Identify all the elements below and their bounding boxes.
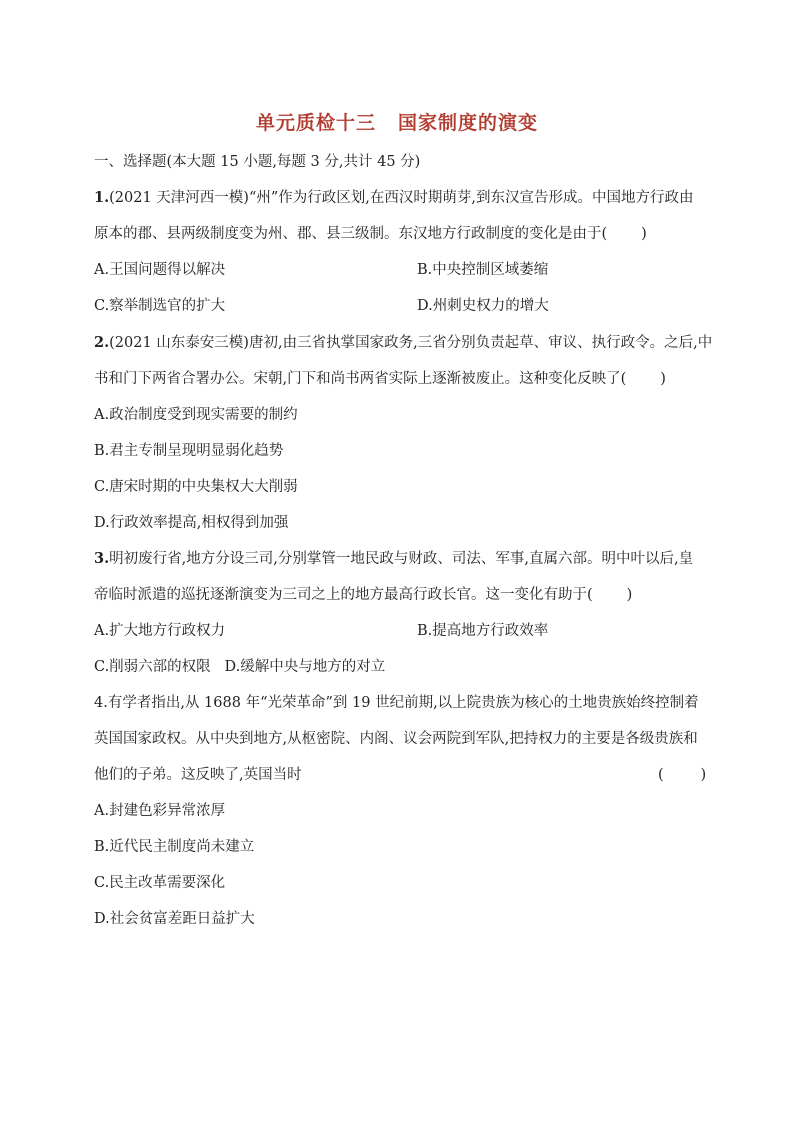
q2-line1	[94, 333, 712, 353]
section-heading: 一、选择题(本大题 15 小题,每题 3 分,共计 45 分)	[94, 154, 421, 170]
q3-option-b[interactable]: B.提高地方行政效率	[417, 623, 549, 639]
q3-text-1: 明初废行省,地方分设三司,分别掌管一地民政与财政、司法、军事,直属六部。明中叶以后,皇	[109, 551, 694, 567]
q2-text-1: (2021 山东泰安三模)唐初,由三省执掌国家政务,三省分别负责起草、审议、执行政令。之后,中	[109, 335, 713, 351]
q3-close-paren: )	[626, 587, 633, 603]
q4-line1	[94, 693, 699, 713]
q3-options-row1	[94, 621, 549, 641]
q1-text-2: 原本的郡、县两级制度变为州、郡、县三级制。东汉地方行政制度的变化是由于(	[94, 226, 608, 242]
q4-answer-paren: ( )	[658, 767, 707, 783]
q4-text-1: 有学者指出,从 1688 年“光荣革命”到 19 世纪前期,以上院贵族为核心的土地贵族始终控制着	[107, 695, 699, 711]
q1-close-paren: )	[641, 226, 647, 242]
q1-option-b[interactable]: B.中央控制区域萎缩	[417, 262, 549, 278]
q1-line2	[94, 224, 647, 244]
q4-option-a[interactable]: A.封建色彩异常浓厚	[94, 803, 226, 819]
q3-number: 3.	[94, 550, 110, 567]
title-part-2: 国家制度的演变	[398, 112, 539, 134]
title-part-1: 单元质检十三	[255, 112, 376, 134]
q3-line1	[94, 549, 693, 569]
q1-text-1: (2021 天津河西一模)“州”作为行政区划,在西汉时期萌芽,到东汉宣告形成。中国地方行政由	[109, 190, 694, 206]
q2-option-b[interactable]: B.君主专制呈现明显弱化趋势	[94, 443, 284, 459]
q3-text-2: 帝临时派遣的巡抚逐渐演变为三司之上的地方最高行政长官。这一变化有助于(	[94, 587, 593, 603]
page-title	[0, 108, 794, 135]
q3-options-cd[interactable]: C.削弱六部的权限 D.缓解中央与地方的对立	[94, 659, 386, 675]
q1-options-row2	[94, 296, 549, 316]
q1-option-c[interactable]: C.察举制选官的扩大	[94, 298, 226, 314]
q4-number: 4.	[94, 695, 108, 711]
q2-number: 2.	[94, 334, 110, 351]
q2-line2	[94, 369, 666, 389]
q3-line2	[94, 585, 632, 605]
q4-option-b[interactable]: B.近代民主制度尚未建立	[94, 839, 255, 855]
q1-number: 1.	[94, 189, 110, 206]
q2-close-paren: )	[660, 371, 666, 387]
q1-line1	[94, 188, 694, 208]
q2-option-d[interactable]: D.行政效率提高,相权得到加强	[94, 515, 289, 531]
q2-option-a[interactable]: A.政治制度受到现实需要的制约	[94, 407, 298, 423]
q1-options-row1	[94, 260, 549, 280]
q4-text-3: 他们的子弟。这反映了,英国当时	[94, 767, 302, 783]
q4-option-c[interactable]: C.民主改革需要深化	[94, 875, 226, 891]
q4-line3	[94, 765, 707, 785]
q4-option-d[interactable]: D.社会贫富差距日益扩大	[94, 911, 255, 927]
q1-option-a[interactable]: A.王国问题得以解决	[94, 262, 226, 278]
q3-option-a[interactable]: A.扩大地方行政权力	[94, 623, 226, 639]
q2-option-c[interactable]: C.唐宋时期的中央集权大大削弱	[94, 479, 298, 495]
q2-text-2: 书和门下两省合署办公。宋朝,门下和尚书两省实际上逐渐被废止。这种变化反映了(	[94, 371, 627, 387]
q4-line2: 英国国家政权。从中央到地方,从枢密院、内阁、议会两院到军队,把持权力的主要是各级贵族和	[94, 731, 698, 747]
q1-option-d[interactable]: D.州刺史权力的增大	[417, 298, 549, 314]
